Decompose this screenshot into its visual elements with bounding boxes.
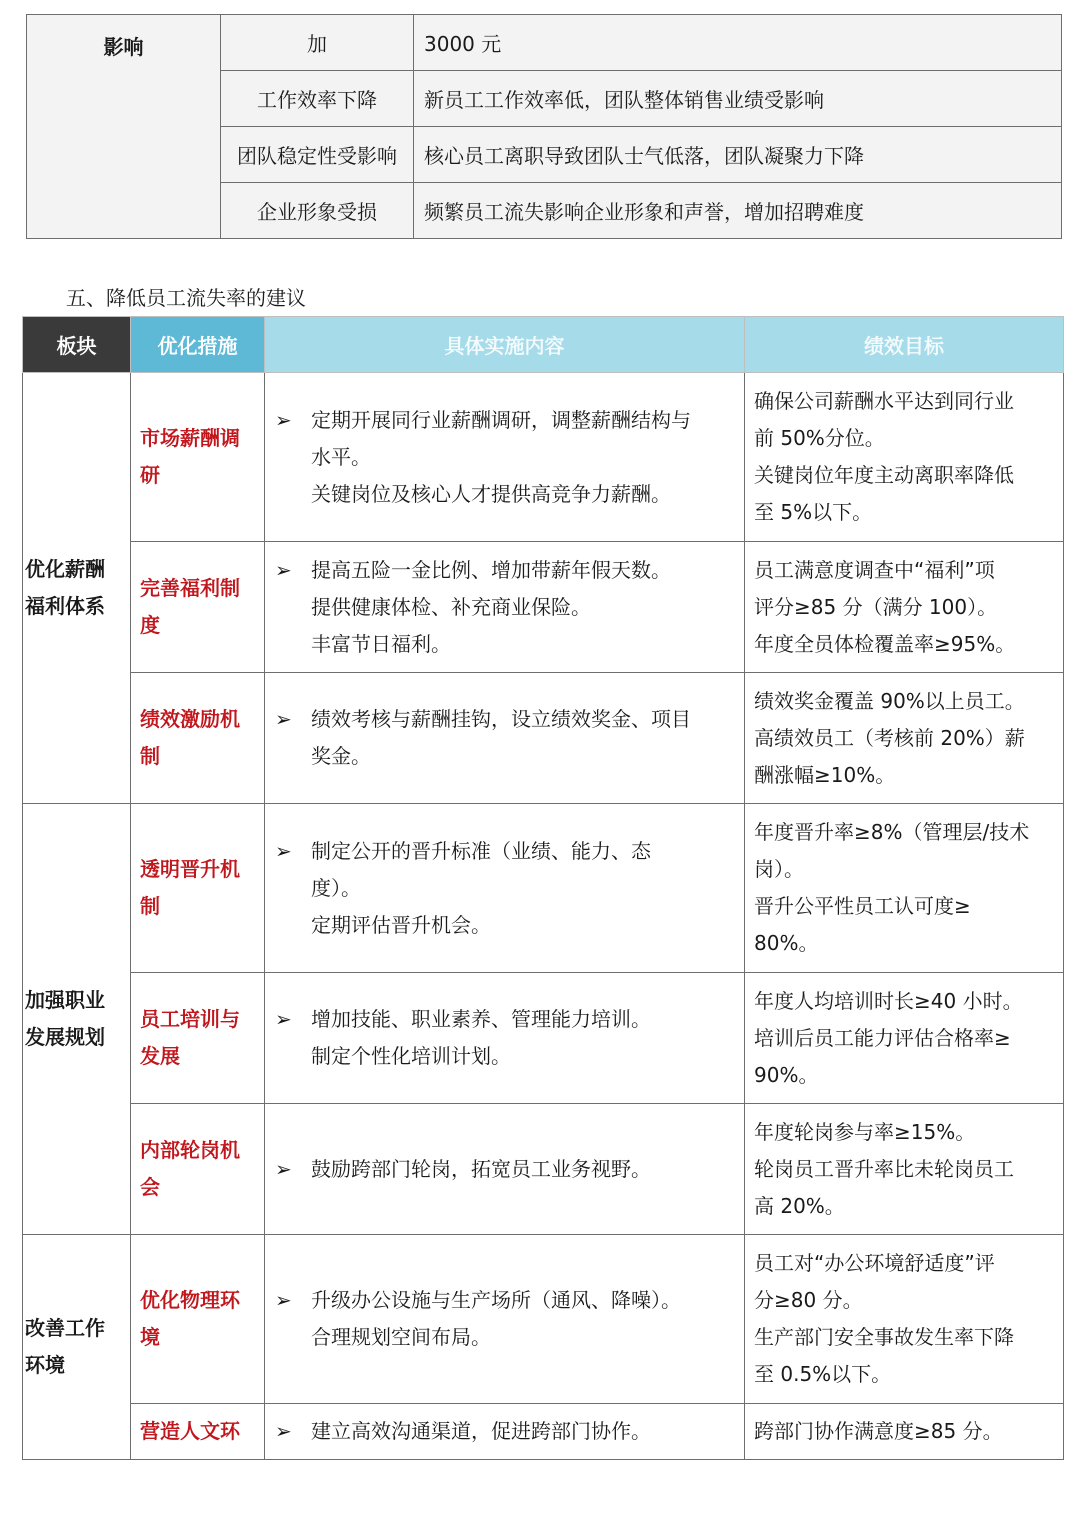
target-cell [745,973,1064,1104]
measure-line: 制 [140,744,160,768]
target-cell [745,373,1064,542]
header-measure: 优化措施 [131,317,265,373]
content-line: 关键岗位及核心人才提供高竞争力薪酬。 [311,481,671,506]
target-line: 关键岗位年度主动离职率降低 [754,463,1014,487]
arrow-bullet-icon: ➢ [275,557,292,582]
measure-cell [131,973,265,1104]
impact-item: 加 [221,15,414,71]
measure-line: 员工培训与 [140,1007,240,1031]
target-line: 晋升公平性员工认可度≥ [754,894,971,918]
content-cell [265,1235,745,1404]
block-name-line: 改善工作 [25,1316,105,1340]
target-line: 分≥80 分。 [754,1288,863,1312]
plan-row [23,1404,1064,1460]
plan-row [23,804,1064,973]
target-cell [745,1404,1064,1460]
arrow-bullet-icon: ➢ [275,407,292,432]
content-line: 提高五险一金比例、增加带薪年假天数。 [311,557,671,582]
target-line: 员工对“办公环境舒适度”评 [754,1251,995,1275]
content-line: 提供健康体检、补充商业保险。 [311,594,591,619]
measure-line: 境 [140,1325,160,1349]
measure-cell [131,1235,265,1404]
arrow-bullet-icon: ➢ [275,838,292,863]
content-line: 建立高效沟通渠道，促进跨部门协作。 [311,1419,651,1443]
arrow-bullet-icon: ➢ [275,1288,292,1312]
impact-item: 企业形象受损 [221,183,414,239]
content-line: 水平。 [311,444,371,469]
content-line: 鼓励跨部门轮岗，拓宽员工业务视野。 [311,1156,651,1181]
target-line: 培训后员工能力评估合格率≥ [754,1025,1011,1050]
impact-item: 团队稳定性受影响 [221,127,414,183]
measure-cell [131,804,265,973]
measure-line: 市场薪酬调 [140,426,240,450]
header-content: 具体实施内容 [265,317,745,373]
content-line: 绩效考核与薪酬挂钩，设立绩效奖金、项目 [311,707,691,731]
measure-line: 发展 [140,1044,180,1068]
target-line: 高 20%。 [754,1193,845,1218]
target-line: 90%。 [754,1062,819,1087]
measure-line: 研 [140,463,160,487]
impact-item: 工作效率下降 [221,71,414,127]
target-cell [745,1104,1064,1235]
arrow-bullet-icon: ➢ [275,1007,292,1031]
impact-description: 新员工工作效率低，团队整体销售业绩受影响 [414,71,1062,127]
target-cell [745,804,1064,973]
plan-row [23,673,1064,804]
target-line: 绩效奖金覆盖 90%以上员工。 [754,688,1025,713]
section-title: 五、降低员工流失率的建议 [66,286,306,310]
impact-description: 频繁员工流失影响企业形象和声誉，增加招聘难度 [414,183,1062,239]
content-line: 定期评估晋升机会。 [311,912,491,937]
content-line: 度）。 [311,875,361,900]
content-line: 制定个性化培训计划。 [311,1044,511,1068]
target-line: 酬涨幅≥10%。 [754,762,896,787]
target-line: 年度晋升率≥8%（管理层/技术 [754,820,1030,844]
content-cell [265,804,745,973]
content-cell [265,973,745,1104]
content-line: 升级办公设施与生产场所（通风、降噪）。 [311,1288,681,1312]
content-line: 丰富节日福利。 [311,631,451,656]
block-name-line: 优化薪酬 [25,557,105,581]
target-line: 轮岗员工晋升率比未轮岗员工 [754,1156,1014,1181]
arrow-bullet-icon: ➢ [275,1156,292,1181]
target-line: 80%。 [754,931,819,955]
target-line: 高绩效员工（考核前 20%）薪 [754,725,1025,750]
arrow-bullet-icon: ➢ [275,707,292,731]
target-cell [745,1235,1064,1404]
target-line: 年度人均培训时长≥40 小时。 [754,988,1023,1013]
measure-cell [131,1104,265,1235]
arrow-bullet-icon: ➢ [275,1419,292,1443]
content-cell [265,542,745,673]
target-line: 生产部门安全事故发生率下降 [754,1325,1014,1349]
block-cell [23,804,131,1235]
target-line: 员工满意度调查中“福利”项 [754,557,995,582]
plan-row [23,1235,1064,1404]
header-row [23,317,1064,373]
block-name-line: 发展规划 [25,1025,105,1049]
block-name-line: 福利体系 [25,594,105,618]
content-cell [265,1404,745,1460]
header-target: 绩效目标 [745,317,1064,373]
content-line: 制定公开的晋升标准（业绩、能力、态 [311,838,651,863]
block-name-line: 环境 [25,1353,65,1377]
measure-cell [131,542,265,673]
impact-table [26,14,1062,239]
retention-plan-table [22,316,1064,1460]
target-cell [745,542,1064,673]
content-cell [265,673,745,804]
plan-row [23,1104,1064,1235]
measure-line: 度 [140,613,160,637]
content-line: 合理规划空间布局。 [311,1325,491,1349]
impact-category: 影响 [27,15,221,239]
measure-cell [131,1404,265,1460]
content-line: 增加技能、职业素养、管理能力培训。 [311,1007,651,1031]
target-line: 前 50%分位。 [754,426,885,450]
target-line: 年度轮岗参与率≥15%。 [754,1119,976,1144]
target-line: 至 0.5%以下。 [754,1362,892,1386]
content-line: 奖金。 [311,744,371,768]
impact-description: 核心员工离职导致团队士气低落，团队凝聚力下降 [414,127,1062,183]
target-cell [745,673,1064,804]
measure-line: 绩效激励机 [140,707,240,731]
measure-cell [131,373,265,542]
block-cell [23,373,131,804]
measure-line: 会 [140,1175,160,1199]
measure-line: 完善福利制 [140,576,240,600]
block-cell [23,1235,131,1460]
measure-line: 优化物理环 [140,1288,240,1312]
plan-row [23,542,1064,673]
content-cell [265,373,745,542]
measure-line: 营造人文环 [140,1419,240,1443]
impact-row [27,15,1062,71]
measure-line: 透明晋升机 [140,857,240,881]
plan-row [23,973,1064,1104]
block-name-line: 加强职业 [25,988,105,1012]
content-cell [265,1104,745,1235]
target-line: 确保公司薪酬水平达到同行业 [754,389,1014,413]
measure-cell [131,673,265,804]
header-block: 板块 [23,317,131,373]
content-line: 定期开展同行业薪酬调研，调整薪酬结构与 [311,407,691,432]
measure-line: 制 [140,894,160,918]
plan-row [23,373,1064,542]
target-line: 跨部门协作满意度≥85 分。 [754,1419,1003,1443]
target-line: 至 5%以下。 [754,500,873,524]
target-line: 年度全员体检覆盖率≥95%。 [754,631,1016,656]
target-line: 岗）。 [754,857,804,881]
target-line: 评分≥85 分（满分 100）。 [754,594,998,619]
impact-description: 3000 元 [414,15,1062,71]
measure-line: 内部轮岗机 [140,1138,240,1162]
